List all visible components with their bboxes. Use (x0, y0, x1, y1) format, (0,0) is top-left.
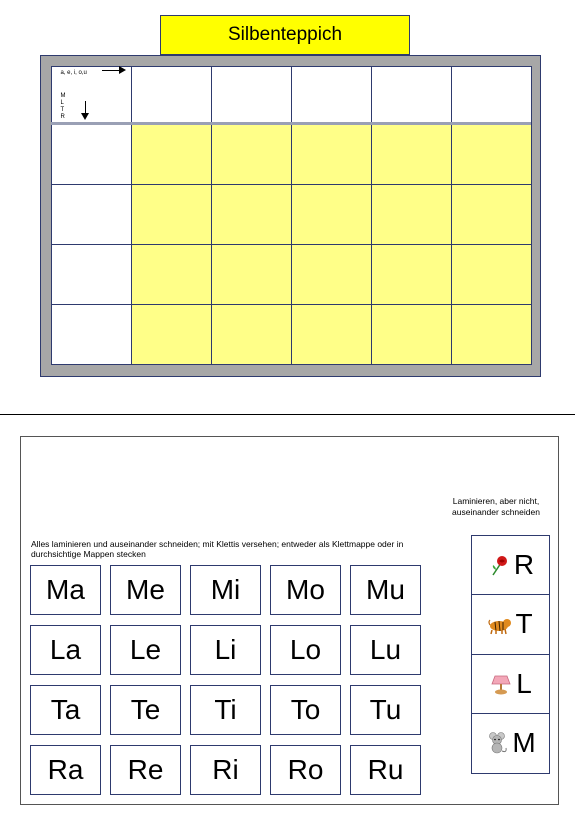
syllable-slot[interactable] (371, 184, 452, 245)
syllable-slot[interactable] (451, 184, 532, 245)
vowel-label: a, e, i, o,u (60, 69, 87, 76)
laminate-note: Laminieren, aber nicht, auseinander schneiden (452, 496, 540, 517)
syllable-card[interactable]: Ti (190, 685, 261, 735)
consonant-letter: M (512, 727, 536, 759)
syllable-card[interactable]: Li (190, 625, 261, 675)
syllable-slot[interactable] (211, 304, 292, 365)
lamp-icon (489, 672, 513, 696)
consonant-card-t[interactable] (472, 595, 549, 654)
syllable-card[interactable]: Ma (30, 565, 101, 615)
syllable-card[interactable]: Te (110, 685, 181, 735)
syllable-card[interactable]: Mo (270, 565, 341, 615)
consonant-label (61, 93, 66, 120)
syllable-card[interactable]: Me (110, 565, 181, 615)
cut-line (0, 414, 575, 415)
syllable-slot[interactable] (371, 124, 452, 185)
syllable-card[interactable]: Mu (350, 565, 421, 615)
syllable-card[interactable]: Le (110, 625, 181, 675)
syllable-slot[interactable] (291, 124, 372, 185)
instruction-note: Alles laminieren und auseinander schneiden; mit Klettis versehen; entweder als Klettmappe oder in durchsichtige Mappen stecken (31, 539, 404, 559)
row-slot[interactable] (51, 244, 132, 305)
syllable-slot[interactable] (211, 184, 292, 245)
syllable-card[interactable]: Lo (270, 625, 341, 675)
arrow-right-icon (102, 70, 124, 72)
syllable-slot[interactable] (131, 184, 212, 245)
syllable-card[interactable]: Ra (30, 745, 101, 795)
row-slot[interactable] (51, 124, 132, 185)
syllable-slot[interactable] (211, 124, 292, 185)
row-slot[interactable] (51, 304, 132, 365)
syllable-card[interactable]: Mi (190, 565, 261, 615)
board-grid (51, 66, 529, 365)
syllable-card[interactable]: Ro (270, 745, 341, 795)
consonant-letter: R (513, 549, 535, 581)
consonant-strip (471, 535, 550, 774)
rose-icon (487, 553, 511, 577)
consonant-letter: L (516, 667, 532, 699)
header-slot[interactable] (291, 66, 372, 125)
syllable-slot[interactable] (451, 124, 532, 185)
header-slot[interactable] (211, 66, 292, 125)
syllable-slot[interactable] (291, 244, 372, 305)
consonant-card-m[interactable] (472, 714, 549, 773)
header-slot[interactable] (451, 66, 532, 125)
syllable-card[interactable]: Re (110, 745, 181, 795)
syllable-slot[interactable] (131, 244, 212, 305)
syllable-card[interactable]: To (270, 685, 341, 735)
consonant-card-r[interactable] (472, 536, 549, 595)
syllable-card[interactable]: La (30, 625, 101, 675)
silbenteppich-board (40, 55, 541, 377)
consonant-letter: T (515, 608, 533, 640)
consonant-card-l[interactable] (472, 655, 549, 714)
syllable-slot[interactable] (291, 184, 372, 245)
row-slot[interactable] (51, 184, 132, 245)
header-slot[interactable] (131, 66, 212, 125)
syllable-slot[interactable] (211, 244, 292, 305)
syllable-slot[interactable] (371, 244, 452, 305)
header-divider (51, 122, 531, 125)
consonant-r: R (60, 113, 65, 120)
syllable-card[interactable]: Lu (350, 625, 421, 675)
syllable-card[interactable]: Ta (30, 685, 101, 735)
consonant-t: T (60, 106, 65, 113)
syllable-slot[interactable] (131, 124, 212, 185)
board-title: Silbenteppich (160, 15, 410, 55)
corner-cell (51, 66, 132, 125)
syllable-slot[interactable] (451, 244, 532, 305)
arrow-down-icon (85, 101, 87, 117)
syllable-slot[interactable] (371, 304, 452, 365)
syllable-card[interactable]: Ru (350, 745, 421, 795)
syllable-cards (30, 565, 421, 795)
syllable-slot[interactable] (451, 304, 532, 365)
syllable-card[interactable]: Ri (190, 745, 261, 795)
syllable-slot[interactable] (291, 304, 372, 365)
syllable-card[interactable]: Tu (350, 685, 421, 735)
tiger-icon (488, 612, 512, 636)
syllable-slot[interactable] (131, 304, 212, 365)
header-slot[interactable] (371, 66, 452, 125)
consonant-m: M (60, 92, 66, 99)
mouse-icon (485, 731, 509, 755)
consonant-l: L (60, 99, 64, 106)
